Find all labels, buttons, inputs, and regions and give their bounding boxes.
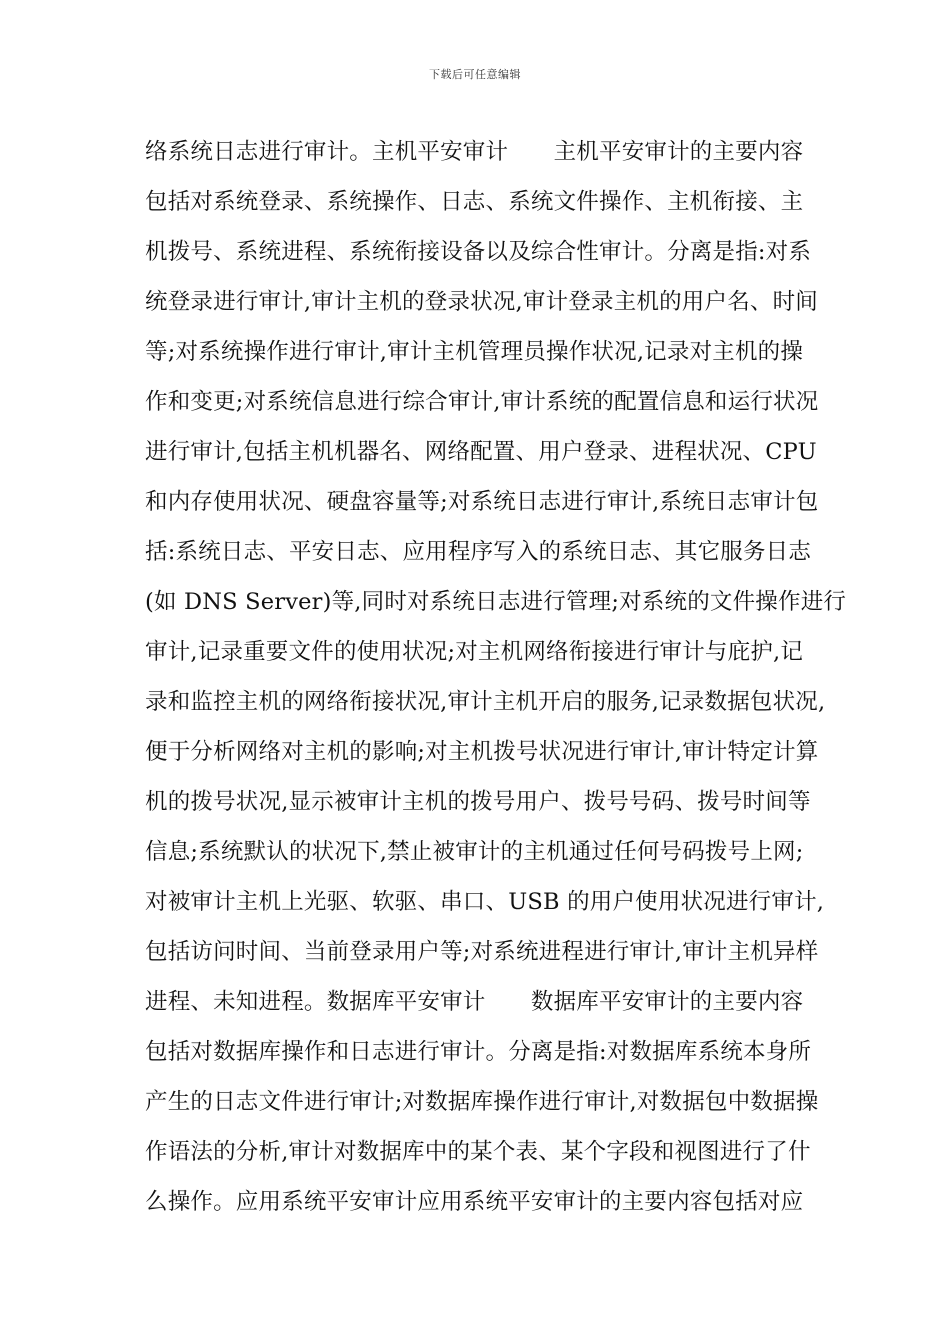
text-line: 括:系统日志、平安日志、应用程序写入的系统日志、其它服务日志 (145, 539, 812, 565)
text-line: 统登录进行审计,审计主机的登录状况,审计登录主机的用户名、时间 (145, 289, 819, 315)
text-line: 机的拨号状况,显示被审计主机的拨号用户、拨号号码、拨号时间等 (145, 789, 811, 815)
text-line: (如 DNS Server)等,同时对系统日志进行管理;对系统的文件操作进行 (145, 589, 847, 615)
text-line: 络系统日志进行审计。主机平安审计 主机平安审计的主要内容 (145, 139, 804, 165)
text-line: 包括对数据库操作和日志进行审计。分离是指:对数据库系统本身所 (145, 1039, 812, 1065)
text-line: 产生的日志文件进行审计;对数据库操作进行审计,对数据包中数据操 (145, 1089, 819, 1115)
text-line: 进行审计,包括主机机器名、网络配置、用户登录、进程状况、CPU (145, 439, 817, 465)
text-line: 作语法的分析,审计对数据库中的某个表、某个字段和视图进行了什 (145, 1139, 811, 1165)
text-line: 机拨号、系统进程、系统衔接设备以及综合性审计。分离是指:对系 (145, 239, 812, 265)
text-line: 等;对系统操作进行审计,审计主机管理员操作状况,记录对主机的操 (145, 339, 804, 365)
body-text (145, 130, 847, 1230)
text-line: 包括对系统登录、系统操作、日志、系统文件操作、主机衔接、主 (145, 189, 804, 215)
text-line: 包括访问时间、当前登录用户等;对系统进程进行审计,审计主机异样 (145, 939, 819, 965)
page-header: 下载后可任意编辑 (429, 68, 521, 81)
text-line: 么操作。应用系统平安审计应用系统平安审计的主要内容包括对应 (145, 1189, 804, 1215)
text-line: 录和监控主机的网络衔接状况,审计主机开启的服务,记录数据包状况, (145, 689, 826, 715)
text-line: 信息;系统默认的状况下,禁止被审计的主机通过任何号码拨号上网; (145, 839, 804, 865)
text-line: 对被审计主机上光驱、软驱、串口、USB 的用户使用状况进行审计, (145, 889, 825, 915)
text-line: 和内存使用状况、硬盘容量等;对系统日志进行审计,系统日志审计包 (145, 489, 819, 515)
text-line: 审计,记录重要文件的使用状况;对主机网络衔接进行审计与庇护,记 (145, 639, 804, 665)
text-line: 作和变更;对系统信息进行综合审计,审计系统的配置信息和运行状况 (145, 389, 819, 415)
text-line: 进程、未知进程。数据库平安审计 数据库平安审计的主要内容 (145, 989, 804, 1015)
text-line: 便于分析网络对主机的影响;对主机拨号状况进行审计,审计特定计算 (145, 739, 819, 765)
